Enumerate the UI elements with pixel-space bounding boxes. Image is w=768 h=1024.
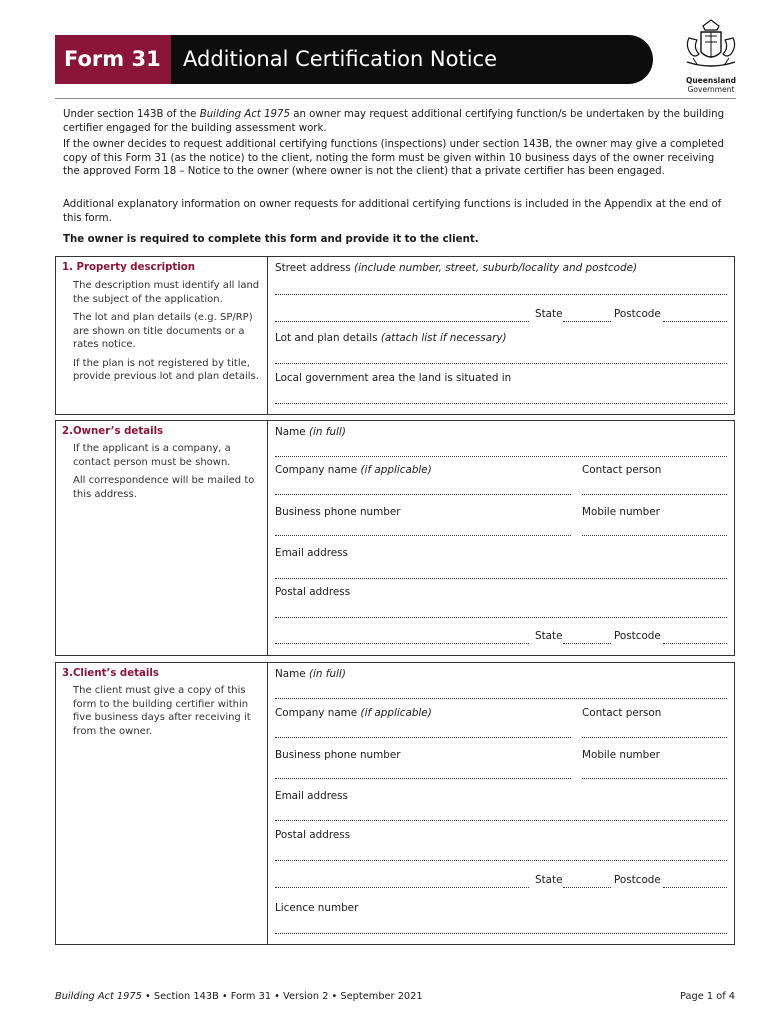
section-divider (267, 421, 268, 655)
client-contact-label: Contact person (582, 707, 662, 719)
owner-contact-field[interactable] (582, 494, 727, 495)
logo-line-2: Government (687, 85, 735, 94)
client-company-field[interactable] (275, 737, 571, 738)
client-postal-field-2[interactable] (275, 887, 529, 888)
owner-state-field[interactable] (563, 643, 611, 644)
owner-company-field[interactable] (275, 494, 571, 495)
owner-state-label: State (535, 630, 563, 642)
header-rule (55, 98, 736, 99)
property-description-section (55, 256, 735, 415)
client-contact-field[interactable] (582, 737, 727, 738)
client-mobile-label: Mobile number (582, 749, 660, 761)
note: All correspondence will be mailed to this address. (73, 475, 255, 500)
state-field[interactable] (563, 321, 611, 322)
client-name-label: Name (in full) (275, 668, 346, 680)
lot-plan-field[interactable] (275, 363, 727, 364)
postcode-label: Postcode (614, 308, 661, 320)
owner-postal-field[interactable] (275, 617, 727, 618)
queensland-government-logo (678, 18, 744, 96)
note: The client must give a copy of this form to the building certifier within five business days after receiving it from the owner. (73, 685, 251, 737)
section-notes (73, 442, 263, 506)
owner-postal-label: Postal address (275, 586, 351, 598)
section-title: 2.Owner’s details (62, 426, 164, 437)
owner-email-label: Email address (275, 547, 348, 559)
owner-postcode-field[interactable] (663, 643, 727, 644)
client-mobile-field[interactable] (582, 778, 727, 779)
clients-details-section (55, 662, 735, 945)
note: If the applicant is a company, a contact person must be shown. (73, 443, 231, 468)
coat-of-arms-icon (681, 18, 741, 72)
lga-label: Local government area the land is situated in (275, 372, 512, 384)
section-notes (73, 279, 263, 389)
client-postcode-field[interactable] (663, 887, 727, 888)
section-notes (73, 684, 263, 743)
lot-plan-label: Lot and plan details (attach list if necessary) (275, 332, 507, 344)
client-state-field[interactable] (563, 887, 611, 888)
client-email-field[interactable] (275, 820, 727, 821)
client-company-label: Company name (if applicable) (275, 707, 432, 719)
section-title: 3.Client’s details (62, 668, 159, 679)
form-title: Additional Certification Notice (183, 47, 498, 71)
intro-paragraph-3: Additional explanatory information on owner requests for additional certifying functions is included in the Appendix at the end of this form. (63, 199, 722, 224)
licence-number-field[interactable] (275, 933, 727, 934)
street-address-field-2[interactable] (275, 321, 529, 322)
client-email-label: Email address (275, 790, 348, 802)
licence-number-label: Licence number (275, 902, 359, 914)
owner-name-field[interactable] (275, 456, 727, 457)
client-postal-label: Postal address (275, 829, 351, 841)
lga-field[interactable] (275, 403, 727, 404)
note: The lot and plan details (e.g. SP/RP) are shown on title documents or a rates notice. (73, 312, 253, 350)
owner-email-field[interactable] (275, 578, 727, 579)
client-state-label: State (535, 874, 563, 886)
state-label: State (535, 308, 563, 320)
intro-paragraph-4: The owner is required to complete this form and provide it to the client. (63, 234, 479, 245)
client-phone-field[interactable] (275, 778, 571, 779)
owner-name-label: Name (in full) (275, 426, 346, 438)
client-name-field[interactable] (275, 698, 727, 699)
owner-postcode-label: Postcode (614, 630, 661, 642)
postcode-field[interactable] (663, 321, 727, 322)
page-number: Page 1 of 4 (680, 991, 735, 1002)
intro-paragraph-1: Under section 143B of the Building Act 1975 an owner may request additional certifying function/s be undertaken by the building certifier engaged for the building assessment work. (63, 109, 725, 134)
owner-contact-label: Contact person (582, 464, 662, 476)
street-address-field[interactable] (275, 294, 727, 295)
section-divider (267, 663, 268, 944)
client-phone-label: Business phone number (275, 749, 401, 761)
note: If the plan is not registered by title, provide previous lot and plan details. (73, 357, 259, 382)
owner-postal-field-2[interactable] (275, 643, 529, 644)
note: The description must identify all land the subject of the application. (73, 280, 260, 305)
owner-company-label: Company name (if applicable) (275, 464, 432, 476)
client-postcode-label: Postcode (614, 874, 661, 886)
owner-phone-field[interactable] (275, 535, 571, 536)
section-divider (267, 257, 268, 414)
logo-line-1: Queensland (685, 76, 737, 85)
client-postal-field[interactable] (275, 860, 727, 861)
owner-mobile-label: Mobile number (582, 506, 660, 518)
footer-citation: Building Act 1975 • Section 143B • Form 31 • Version 2 • September 2021 (55, 991, 423, 1002)
section-title: 1. Property description (62, 262, 196, 273)
owner-phone-label: Business phone number (275, 506, 401, 518)
street-address-label: Street address (include number, street, suburb/locality and postcode) (275, 262, 638, 274)
owner-mobile-field[interactable] (582, 535, 727, 536)
intro-paragraph-2: If the owner decides to request additional certifying functions (inspections) under section 143B, the owner may give a completed copy of this Form 31 (as the notice) to the client, noting the form must be given within 10 business days of the owner receiving the approved Form 18 – Notice to the owner (where owner is not the client) that a private certifier has been engaged. (63, 139, 725, 177)
owners-details-section (55, 420, 735, 656)
form-number: Form 31 (55, 35, 171, 84)
